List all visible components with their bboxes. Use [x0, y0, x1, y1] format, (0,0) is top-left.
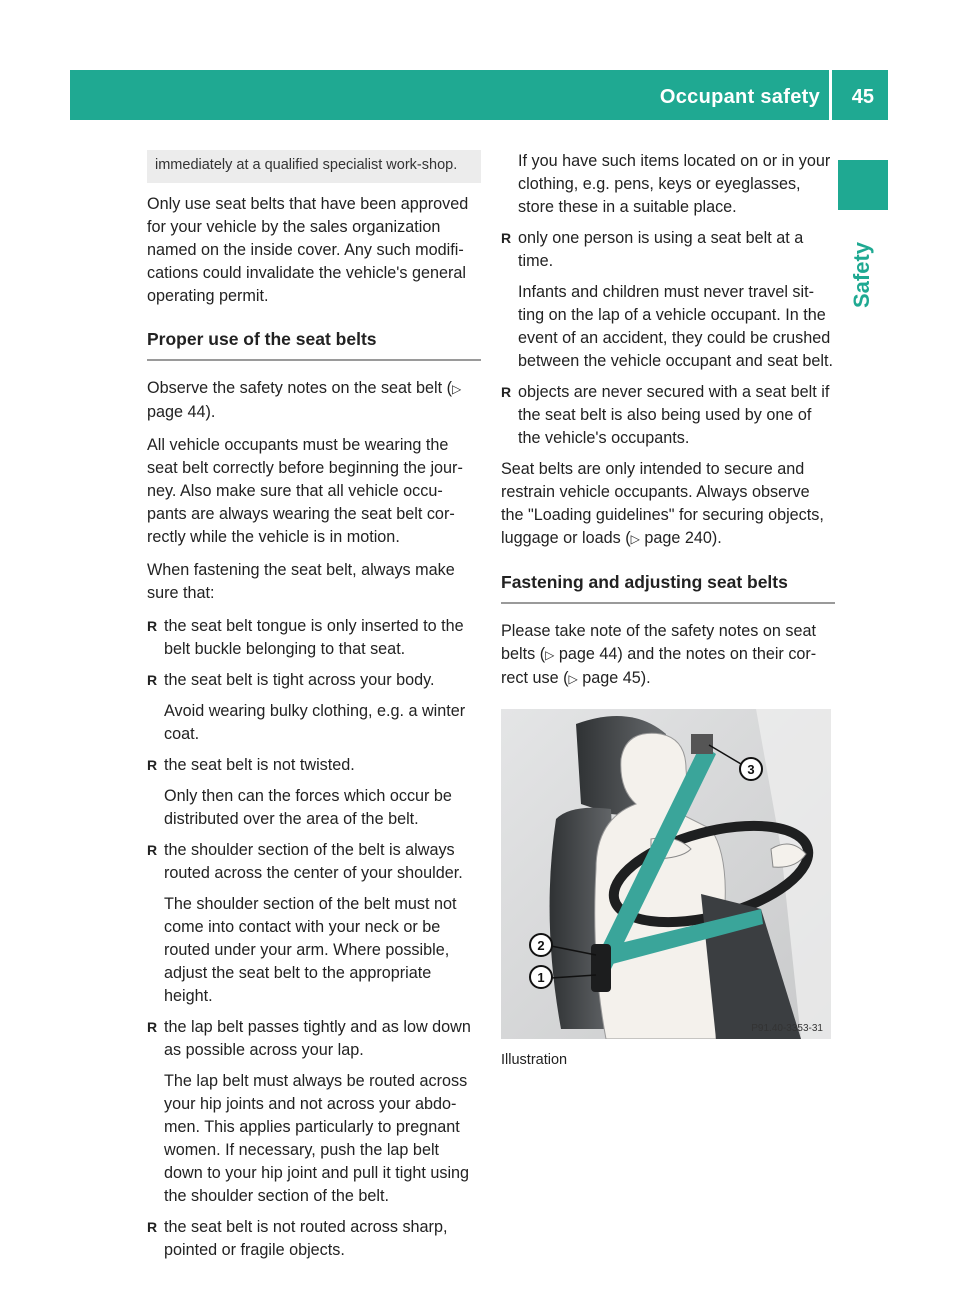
page-number: 45 [851, 86, 874, 108]
seat-belt-illustration [501, 709, 831, 1039]
page-ref-arrow-icon: ▷ [568, 672, 578, 686]
section-title: Occupant safety [659, 86, 820, 108]
header-bar [70, 70, 888, 120]
svg-text:3: 3 [747, 762, 755, 777]
page-ref-arrow-icon: ▷ [545, 648, 555, 662]
svg-text:1: 1 [537, 970, 545, 985]
callout-1 [530, 966, 552, 988]
bullet-subtext: Only then can the forces which occur be distributed over the area of the belt. [164, 787, 452, 828]
paragraph-notes: Please take note of the safety notes on seat belts (▷ page 44) and the notes on their cor-rect use (▷ page 45). [501, 622, 817, 687]
page-reference[interactable]: page 44) and the notes on their cor-rect use ( [501, 645, 817, 687]
bullet-item: R objects are never secured with a seat belt if the seat belt is also being used by one of the vehicle's occupants. [501, 381, 835, 450]
svg-text:2: 2 [537, 938, 545, 953]
page-ref-arrow-icon: ▷ [452, 382, 462, 396]
callout-3 [740, 758, 762, 780]
heading-fastening: Fastening and adjusting seat belts [501, 571, 835, 604]
seat-belt-drawing [501, 709, 831, 1039]
paragraph-occupants: All vehicle occupants must be wearing the seat belt correctly before beginning the jour-ney. Also make sure that all vehicle occu-pants are always wearing the seat belt cor-rectly while the vehicle is in motion. [147, 436, 463, 546]
bullet-item: R the seat belt is not routed across sharp, pointed or fragile objects. [147, 1216, 481, 1262]
bullet-item: R only one person is using a seat belt at a time. [501, 227, 835, 273]
right-column [501, 150, 835, 1072]
page-ref-arrow-icon: ▷ [630, 532, 640, 546]
chapter-tab [838, 160, 888, 210]
left-column [147, 150, 481, 1270]
callout-2 [530, 934, 552, 956]
bullet-subtext: Infants and children must never travel sit-ting on the lap of a vehicle occupant. In the event of an accident, they could be crushed between the vehicle occupant and seat belt. [518, 283, 833, 370]
bullet-item: R the lap belt passes tightly and as low down as possible across your lap. [147, 1016, 481, 1062]
paragraph-fastening: When fastening the seat belt, always make sure that: [147, 561, 455, 602]
page-reference[interactable]: page 45). [582, 669, 651, 687]
bullet-item: R the seat belt tongue is only inserted to the belt buckle belonging to that seat. [147, 615, 481, 661]
bullet-subtext: If you have such items located on or in your clothing, e.g. pens, keys or eyeglasses, store these in a suitable place. [518, 152, 831, 216]
figure-code: P91.40-3353-31 [751, 1023, 823, 1034]
note-box: immediately at a qualified specialist work-shop. [147, 150, 481, 183]
chapter-label: Safety [849, 241, 874, 309]
page-reference[interactable]: page 240). [644, 529, 722, 547]
heading-proper-use: Proper use of the seat belts [147, 328, 481, 361]
page-reference[interactable]: page 44). [147, 403, 216, 421]
paragraph-loading: Seat belts are only intended to secure and restrain vehicle occupants. Always observe the "Loading guidelines" for securing objects, luggage or loads (▷ page 240). [501, 460, 824, 547]
paragraph-safety-ref: Observe the safety notes on the seat belt (▷ page 44). [147, 379, 462, 421]
header-separator [829, 70, 832, 120]
bullet-subtext: The lap belt must always be routed across your hip joints and not across your abdo-men. This applies particularly to pregnant women. If necessary, push the lap belt down to your hip joint and pull it tight using the shoulder section of the belt. [164, 1072, 470, 1205]
bullet-item: R the seat belt is tight across your body. [147, 669, 481, 692]
bullet-item: R the shoulder section of the belt is always routed across the center of your shoulder. [147, 839, 481, 885]
intro-paragraph: Only use seat belts that have been approved for your vehicle by the sales organization named on the inside cover. Any such modifi-cations could invalidate the vehicle's general operating permit. [147, 195, 469, 305]
bullet-subtext: The shoulder section of the belt must not come into contact with your neck or be routed under your arm. Where possible, adjust the seat belt to the appropriate height. [164, 895, 457, 1005]
bullet-subtext: Avoid wearing bulky clothing, e.g. a winter coat. [164, 702, 466, 743]
bullet-item: R the seat belt is not twisted. [147, 754, 481, 777]
figure-caption: Illustration [501, 1052, 568, 1068]
